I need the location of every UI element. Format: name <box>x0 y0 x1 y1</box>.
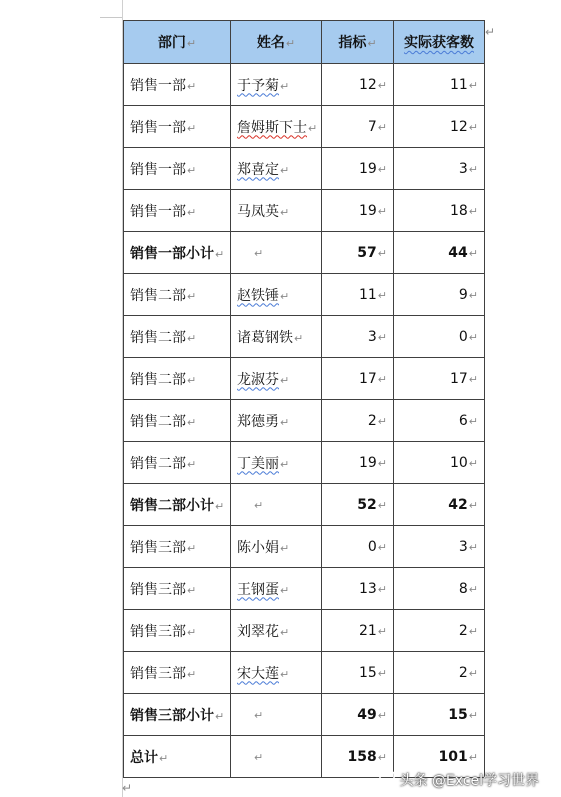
table-row <box>124 316 485 358</box>
cell-target[interactable]: 19↵ <box>322 190 394 232</box>
cell-dept[interactable]: 销售二部小计↵ <box>124 484 231 526</box>
cell-name[interactable]: ↵ <box>231 736 322 778</box>
cell-name[interactable]: 丁美丽↵ <box>231 442 322 484</box>
cell-name[interactable]: 郑德勇↵ <box>231 400 322 442</box>
cell-name[interactable]: 赵铁锤↵ <box>231 274 322 316</box>
cell-actual[interactable]: 15↵ <box>394 694 485 736</box>
table-row <box>124 400 485 442</box>
cell-actual[interactable]: 0↵ <box>394 316 485 358</box>
cell-dept[interactable]: 销售一部小计↵ <box>124 232 231 274</box>
cell-name[interactable]: 于予菊↵ <box>231 64 322 106</box>
cell-actual[interactable]: 10↵ <box>394 442 485 484</box>
cell-actual[interactable]: 3↵ <box>394 526 485 568</box>
cell-dept[interactable]: 销售二部↵ <box>124 400 231 442</box>
cell-dept[interactable]: 销售一部↵ <box>124 106 231 148</box>
subtotal-row <box>124 694 485 736</box>
table-row <box>124 652 485 694</box>
cell-actual[interactable]: 3↵ <box>394 148 485 190</box>
sales-table <box>123 20 485 778</box>
cell-name[interactable]: 宋大莲↵ <box>231 652 322 694</box>
table-row <box>124 274 485 316</box>
cell-dept[interactable]: 销售三部↵ <box>124 526 231 568</box>
cell-name[interactable]: ↵ <box>231 232 322 274</box>
cell-dept[interactable]: 销售二部↵ <box>124 316 231 358</box>
cell-actual[interactable]: 2↵ <box>394 610 485 652</box>
cell-target[interactable]: 17↵ <box>322 358 394 400</box>
header-actual[interactable]: 实际获客数 <box>394 21 485 64</box>
watermark-text: 头条 @Excel学习世界 <box>399 773 539 789</box>
cell-target[interactable]: 19↵ <box>322 442 394 484</box>
table-row <box>124 526 485 568</box>
table-row <box>124 148 485 190</box>
cell-name[interactable]: 马凤英↵ <box>231 190 322 232</box>
cell-actual[interactable]: 44↵ <box>394 232 485 274</box>
toutiao-logo-icon <box>379 771 395 789</box>
cell-target[interactable]: 7↵ <box>322 106 394 148</box>
table-row <box>124 106 485 148</box>
cell-actual[interactable]: 18↵ <box>394 190 485 232</box>
table-row <box>124 568 485 610</box>
cell-actual[interactable]: 11↵ <box>394 64 485 106</box>
cell-actual[interactable]: 101↵ <box>394 736 485 778</box>
cell-dept[interactable]: 销售一部↵ <box>124 64 231 106</box>
subtotal-row <box>124 232 485 274</box>
cell-dept[interactable]: 销售三部↵ <box>124 652 231 694</box>
cell-target[interactable]: 57↵ <box>322 232 394 274</box>
cell-actual[interactable]: 8↵ <box>394 568 485 610</box>
cell-dept[interactable]: 销售三部↵ <box>124 610 231 652</box>
cell-name[interactable]: 郑喜定↵ <box>231 148 322 190</box>
header-name[interactable]: 姓名↵ <box>231 21 322 64</box>
cell-target[interactable]: 0↵ <box>322 526 394 568</box>
cell-target[interactable]: 52↵ <box>322 484 394 526</box>
cell-actual[interactable]: 6↵ <box>394 400 485 442</box>
cell-name[interactable]: 詹姆斯下士↵ <box>231 106 322 148</box>
header-target[interactable]: 指标↵ <box>322 21 394 64</box>
cell-target[interactable]: 3↵ <box>322 316 394 358</box>
cell-name[interactable]: 刘翠花↵ <box>231 610 322 652</box>
watermark <box>379 770 539 790</box>
cell-target[interactable]: 21↵ <box>322 610 394 652</box>
cell-name[interactable]: 陈小娟↵ <box>231 526 322 568</box>
cell-target[interactable]: 49↵ <box>322 694 394 736</box>
cell-dept[interactable]: 销售二部↵ <box>124 274 231 316</box>
cell-name[interactable]: ↵ <box>231 694 322 736</box>
cell-name[interactable]: 龙淑芬↵ <box>231 358 322 400</box>
cell-name[interactable]: 诸葛钢铁↵ <box>231 316 322 358</box>
table-row <box>124 610 485 652</box>
row-end-mark: ↵ <box>485 25 496 39</box>
header-row <box>124 21 485 64</box>
subtotal-row <box>124 484 485 526</box>
cell-dept[interactable]: 销售二部↵ <box>124 442 231 484</box>
cell-actual[interactable]: 9↵ <box>394 274 485 316</box>
cell-target[interactable]: 2↵ <box>322 400 394 442</box>
cell-name[interactable]: 王钢蛋↵ <box>231 568 322 610</box>
cell-actual[interactable]: 12↵ <box>394 106 485 148</box>
cell-name[interactable]: ↵ <box>231 484 322 526</box>
cell-actual[interactable]: 2↵ <box>394 652 485 694</box>
cell-dept[interactable]: 销售二部↵ <box>124 358 231 400</box>
cell-target[interactable]: 15↵ <box>322 652 394 694</box>
cell-target[interactable]: 13↵ <box>322 568 394 610</box>
header-dept[interactable]: 部门↵ <box>124 21 231 64</box>
page-margin-corner-horizontal <box>100 17 123 18</box>
cell-target[interactable]: 11↵ <box>322 274 394 316</box>
cell-actual[interactable]: 42↵ <box>394 484 485 526</box>
cell-dept[interactable]: 销售三部小计↵ <box>124 694 231 736</box>
cell-target[interactable]: 158↵ <box>322 736 394 778</box>
cell-dept[interactable]: 销售三部↵ <box>124 568 231 610</box>
cell-dept[interactable]: 销售一部↵ <box>124 148 231 190</box>
paragraph-mark: ↵ <box>122 781 133 795</box>
table-row <box>124 442 485 484</box>
cell-dept[interactable]: 总计↵ <box>124 736 231 778</box>
cell-target[interactable]: 12↵ <box>322 64 394 106</box>
table-row <box>124 358 485 400</box>
cell-target[interactable]: 19↵ <box>322 148 394 190</box>
table-body <box>124 64 485 778</box>
table-row <box>124 190 485 232</box>
cell-dept[interactable]: 销售一部↵ <box>124 190 231 232</box>
table-row <box>124 64 485 106</box>
cell-actual[interactable]: 17↵ <box>394 358 485 400</box>
